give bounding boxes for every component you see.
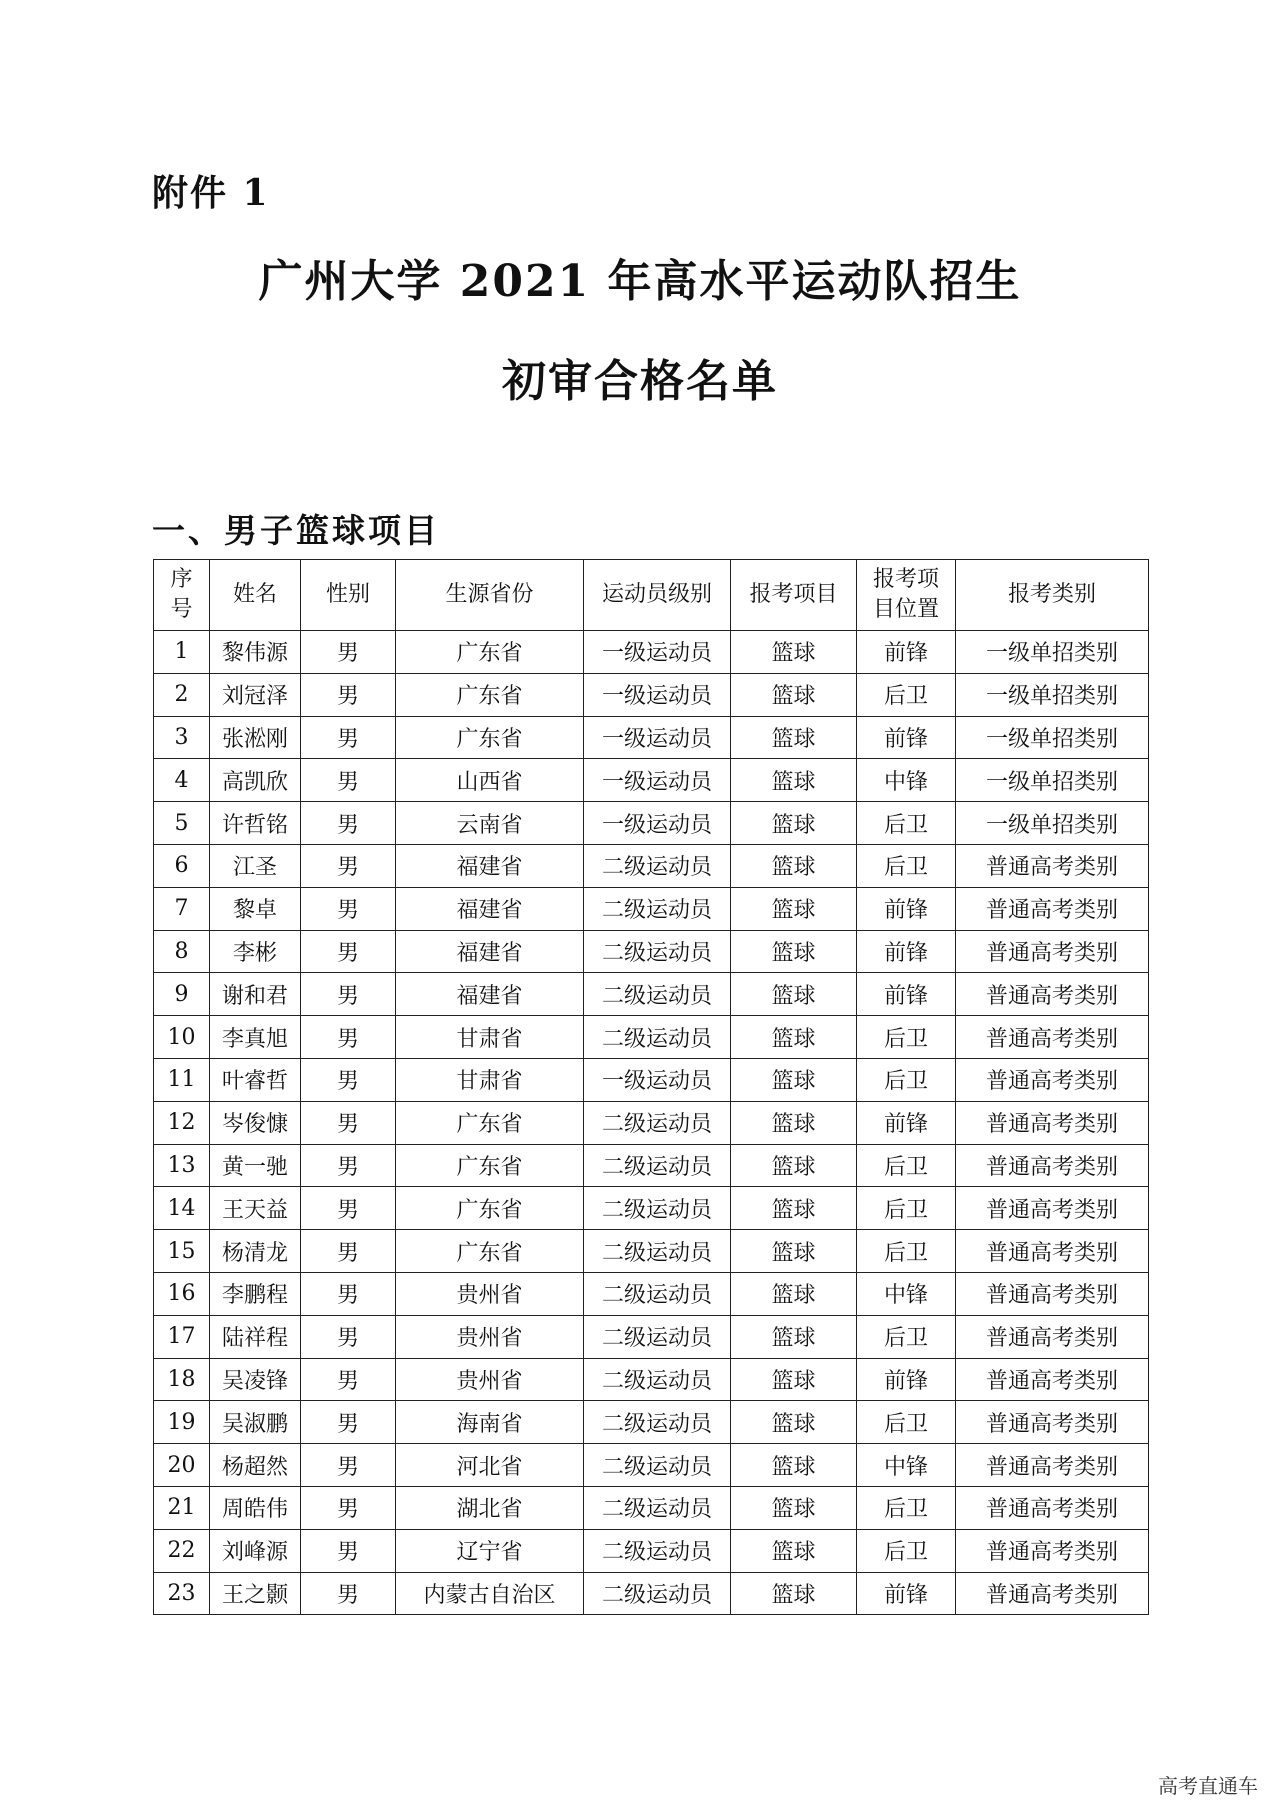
cell-gender: 男: [301, 716, 396, 759]
table-row: [154, 1101, 1149, 1144]
cell-gender: 男: [301, 1058, 396, 1101]
cell-position: 前锋: [857, 1101, 956, 1144]
cell-category: 一级单招类别: [956, 759, 1149, 802]
cell-athlete-level: 一级运动员: [584, 631, 731, 674]
cell-athlete-level: 二级运动员: [584, 1272, 731, 1315]
cell-name: 谢和君: [210, 973, 301, 1016]
cell-gender: 男: [301, 1144, 396, 1187]
header-gender: 性别: [301, 560, 396, 631]
cell-category: 普通高考类别: [956, 973, 1149, 1016]
cell-name: 李彬: [210, 930, 301, 973]
cell-index: 5: [154, 802, 210, 845]
cell-name: 李真旭: [210, 1016, 301, 1059]
cell-position: 后卫: [857, 802, 956, 845]
cell-index: 1: [154, 631, 210, 674]
cell-province: 甘肃省: [396, 1016, 584, 1059]
section-title: 一、男子篮球项目: [152, 511, 440, 550]
cell-index: 23: [154, 1572, 210, 1615]
cell-sport: 篮球: [731, 1358, 857, 1401]
table-row: [154, 1444, 1149, 1487]
cell-gender: 男: [301, 1358, 396, 1401]
cell-province: 福建省: [396, 930, 584, 973]
cell-index: 20: [154, 1444, 210, 1487]
table-row: [154, 930, 1149, 973]
cell-province: 贵州省: [396, 1358, 584, 1401]
cell-gender: 男: [301, 1315, 396, 1358]
table-row: [154, 1401, 1149, 1444]
document-subtitle: 初审合格名单: [502, 356, 778, 407]
cell-index: 9: [154, 973, 210, 1016]
cell-name: 刘冠泽: [210, 673, 301, 716]
cell-name: 刘峰源: [210, 1529, 301, 1572]
cell-category: 普通高考类别: [956, 930, 1149, 973]
table-row: [154, 1529, 1149, 1572]
cell-category: 普通高考类别: [956, 1358, 1149, 1401]
cell-province: 海南省: [396, 1401, 584, 1444]
cell-position: 后卫: [857, 1315, 956, 1358]
cell-sport: 篮球: [731, 759, 857, 802]
cell-name: 黎卓: [210, 887, 301, 930]
cell-athlete-level: 二级运动员: [584, 1358, 731, 1401]
cell-gender: 男: [301, 673, 396, 716]
table-row: [154, 1315, 1149, 1358]
cell-category: 普通高考类别: [956, 1529, 1149, 1572]
cell-sport: 篮球: [731, 1529, 857, 1572]
cell-name: 黎伟源: [210, 631, 301, 674]
cell-index: 7: [154, 887, 210, 930]
cell-athlete-level: 二级运动员: [584, 1016, 731, 1059]
cell-index: 3: [154, 716, 210, 759]
cell-name: 吴淑鹏: [210, 1401, 301, 1444]
table-row: [154, 1230, 1149, 1273]
cell-name: 李鹏程: [210, 1272, 301, 1315]
cell-province: 广东省: [396, 631, 584, 674]
cell-index: 13: [154, 1144, 210, 1187]
cell-index: 8: [154, 930, 210, 973]
cell-name: 张淞刚: [210, 716, 301, 759]
attachment-label: 附件 1: [152, 172, 270, 214]
cell-athlete-level: 二级运动员: [584, 1187, 731, 1230]
cell-name: 王天益: [210, 1187, 301, 1230]
cell-athlete-level: 二级运动员: [584, 1444, 731, 1487]
cell-sport: 篮球: [731, 802, 857, 845]
cell-gender: 男: [301, 802, 396, 845]
cell-index: 15: [154, 1230, 210, 1273]
cell-category: 普通高考类别: [956, 1486, 1149, 1529]
cell-sport: 篮球: [731, 631, 857, 674]
cell-sport: 篮球: [731, 716, 857, 759]
cell-position: 中锋: [857, 759, 956, 802]
cell-index: 19: [154, 1401, 210, 1444]
cell-position: 前锋: [857, 930, 956, 973]
cell-sport: 篮球: [731, 1444, 857, 1487]
cell-category: 普通高考类别: [956, 1572, 1149, 1615]
cell-gender: 男: [301, 1486, 396, 1529]
cell-gender: 男: [301, 1572, 396, 1615]
table-row: [154, 887, 1149, 930]
cell-position: 后卫: [857, 1058, 956, 1101]
cell-position: 前锋: [857, 631, 956, 674]
cell-athlete-level: 二级运动员: [584, 1230, 731, 1273]
table-row: [154, 1486, 1149, 1529]
cell-name: 许哲铭: [210, 802, 301, 845]
cell-province: 广东省: [396, 1230, 584, 1273]
cell-sport: 篮球: [731, 844, 857, 887]
cell-athlete-level: 二级运动员: [584, 930, 731, 973]
cell-category: 一级单招类别: [956, 802, 1149, 845]
cell-athlete-level: 二级运动员: [584, 1401, 731, 1444]
cell-province: 福建省: [396, 887, 584, 930]
cell-position: 前锋: [857, 1572, 956, 1615]
cell-gender: 男: [301, 1401, 396, 1444]
cell-position: 前锋: [857, 1358, 956, 1401]
cell-athlete-level: 二级运动员: [584, 1101, 731, 1144]
cell-sport: 篮球: [731, 1230, 857, 1273]
cell-sport: 篮球: [731, 1272, 857, 1315]
cell-category: 普通高考类别: [956, 1230, 1149, 1273]
table-row: [154, 802, 1149, 845]
table-header-row: [154, 560, 1149, 631]
table-row: [154, 1187, 1149, 1230]
cell-athlete-level: 二级运动员: [584, 887, 731, 930]
cell-athlete-level: 一级运动员: [584, 1058, 731, 1101]
cell-athlete-level: 二级运动员: [584, 973, 731, 1016]
table-row: [154, 631, 1149, 674]
cell-index: 21: [154, 1486, 210, 1529]
table-row: [154, 759, 1149, 802]
header-name: 姓名: [210, 560, 301, 631]
cell-sport: 篮球: [731, 1401, 857, 1444]
cell-gender: 男: [301, 1444, 396, 1487]
header-athlete-level: 运动员级别: [584, 560, 731, 631]
cell-category: 普通高考类别: [956, 1272, 1149, 1315]
table-row: [154, 673, 1149, 716]
table-row: [154, 844, 1149, 887]
cell-athlete-level: 一级运动员: [584, 759, 731, 802]
cell-category: 普通高考类别: [956, 1444, 1149, 1487]
cell-athlete-level: 一级运动员: [584, 716, 731, 759]
cell-athlete-level: 二级运动员: [584, 1529, 731, 1572]
header-sport: 报考项目: [731, 560, 857, 631]
cell-name: 江圣: [210, 844, 301, 887]
cell-category: 普通高考类别: [956, 1016, 1149, 1059]
cell-name: 周皓伟: [210, 1486, 301, 1529]
cell-position: 中锋: [857, 1272, 956, 1315]
cell-position: 后卫: [857, 844, 956, 887]
cell-index: 2: [154, 673, 210, 716]
cell-category: 普通高考类别: [956, 1058, 1149, 1101]
cell-category: 一级单招类别: [956, 716, 1149, 759]
cell-name: 叶睿哲: [210, 1058, 301, 1101]
cell-province: 广东省: [396, 1144, 584, 1187]
cell-gender: 男: [301, 1529, 396, 1572]
cell-sport: 篮球: [731, 1144, 857, 1187]
cell-sport: 篮球: [731, 973, 857, 1016]
cell-index: 12: [154, 1101, 210, 1144]
cell-category: 普通高考类别: [956, 1187, 1149, 1230]
cell-athlete-level: 一级运动员: [584, 802, 731, 845]
cell-province: 辽宁省: [396, 1529, 584, 1572]
cell-category: 普通高考类别: [956, 887, 1149, 930]
cell-position: 中锋: [857, 1444, 956, 1487]
cell-sport: 篮球: [731, 1058, 857, 1101]
cell-position: 后卫: [857, 1486, 956, 1529]
header-category: 报考类别: [956, 560, 1149, 631]
cell-position: 后卫: [857, 1401, 956, 1444]
cell-index: 11: [154, 1058, 210, 1101]
cell-name: 岑俊慷: [210, 1101, 301, 1144]
qualified-list-table: [153, 559, 1149, 1615]
cell-athlete-level: 二级运动员: [584, 1144, 731, 1187]
cell-name: 吴凌锋: [210, 1358, 301, 1401]
cell-index: 18: [154, 1358, 210, 1401]
cell-category: 普通高考类别: [956, 1401, 1149, 1444]
table-row: [154, 1016, 1149, 1059]
cell-gender: 男: [301, 1272, 396, 1315]
cell-position: 后卫: [857, 1529, 956, 1572]
cell-province: 贵州省: [396, 1272, 584, 1315]
cell-name: 黄一驰: [210, 1144, 301, 1187]
cell-gender: 男: [301, 1187, 396, 1230]
cell-position: 后卫: [857, 1187, 956, 1230]
cell-gender: 男: [301, 1230, 396, 1273]
document-title: 广州大学 2021 年高水平运动队招生: [258, 256, 1022, 307]
cell-sport: 篮球: [731, 1101, 857, 1144]
cell-province: 福建省: [396, 973, 584, 1016]
cell-index: 10: [154, 1016, 210, 1059]
cell-sport: 篮球: [731, 930, 857, 973]
cell-athlete-level: 二级运动员: [584, 1486, 731, 1529]
cell-athlete-level: 二级运动员: [584, 1315, 731, 1358]
cell-sport: 篮球: [731, 1016, 857, 1059]
cell-province: 广东省: [396, 1187, 584, 1230]
cell-sport: 篮球: [731, 673, 857, 716]
cell-province: 广东省: [396, 673, 584, 716]
cell-gender: 男: [301, 973, 396, 1016]
cell-sport: 篮球: [731, 1315, 857, 1358]
cell-category: 一级单招类别: [956, 673, 1149, 716]
cell-athlete-level: 一级运动员: [584, 673, 731, 716]
cell-position: 后卫: [857, 673, 956, 716]
cell-gender: 男: [301, 759, 396, 802]
cell-index: 6: [154, 844, 210, 887]
cell-position: 前锋: [857, 716, 956, 759]
cell-province: 云南省: [396, 802, 584, 845]
table-body: [154, 631, 1149, 1615]
cell-position: 后卫: [857, 1144, 956, 1187]
cell-index: 14: [154, 1187, 210, 1230]
table-row: [154, 973, 1149, 1016]
header-index: 序号: [154, 560, 210, 631]
table-row: [154, 1272, 1149, 1315]
cell-position: 后卫: [857, 1016, 956, 1059]
table-row: [154, 1144, 1149, 1187]
cell-gender: 男: [301, 1016, 396, 1059]
cell-province: 广东省: [396, 716, 584, 759]
cell-sport: 篮球: [731, 887, 857, 930]
cell-position: 前锋: [857, 887, 956, 930]
header-province: 生源省份: [396, 560, 584, 631]
table-row: [154, 1572, 1149, 1615]
watermark: 高考直通车: [1158, 1774, 1258, 1798]
cell-sport: 篮球: [731, 1486, 857, 1529]
cell-athlete-level: 二级运动员: [584, 1572, 731, 1615]
cell-sport: 篮球: [731, 1572, 857, 1615]
cell-category: 普通高考类别: [956, 1101, 1149, 1144]
cell-province: 福建省: [396, 844, 584, 887]
cell-name: 王之颢: [210, 1572, 301, 1615]
cell-position: 后卫: [857, 1230, 956, 1273]
cell-province: 山西省: [396, 759, 584, 802]
cell-gender: 男: [301, 1101, 396, 1144]
cell-athlete-level: 二级运动员: [584, 844, 731, 887]
cell-sport: 篮球: [731, 1187, 857, 1230]
cell-index: 16: [154, 1272, 210, 1315]
cell-province: 河北省: [396, 1444, 584, 1487]
cell-gender: 男: [301, 631, 396, 674]
table-row: [154, 716, 1149, 759]
cell-province: 湖北省: [396, 1486, 584, 1529]
cell-index: 4: [154, 759, 210, 802]
cell-gender: 男: [301, 887, 396, 930]
cell-province: 贵州省: [396, 1315, 584, 1358]
cell-province: 内蒙古自治区: [396, 1572, 584, 1615]
header-position: 报考项目位置: [857, 560, 956, 631]
cell-province: 甘肃省: [396, 1058, 584, 1101]
table-row: [154, 1358, 1149, 1401]
cell-index: 22: [154, 1529, 210, 1572]
cell-index: 17: [154, 1315, 210, 1358]
cell-gender: 男: [301, 844, 396, 887]
cell-name: 高凯欣: [210, 759, 301, 802]
cell-category: 普通高考类别: [956, 1144, 1149, 1187]
cell-gender: 男: [301, 930, 396, 973]
cell-name: 杨清龙: [210, 1230, 301, 1273]
cell-province: 广东省: [396, 1101, 584, 1144]
cell-name: 杨超然: [210, 1444, 301, 1487]
cell-category: 普通高考类别: [956, 844, 1149, 887]
cell-category: 普通高考类别: [956, 1315, 1149, 1358]
cell-category: 一级单招类别: [956, 631, 1149, 674]
table-row: [154, 1058, 1149, 1101]
cell-position: 前锋: [857, 973, 956, 1016]
cell-name: 陆祥程: [210, 1315, 301, 1358]
